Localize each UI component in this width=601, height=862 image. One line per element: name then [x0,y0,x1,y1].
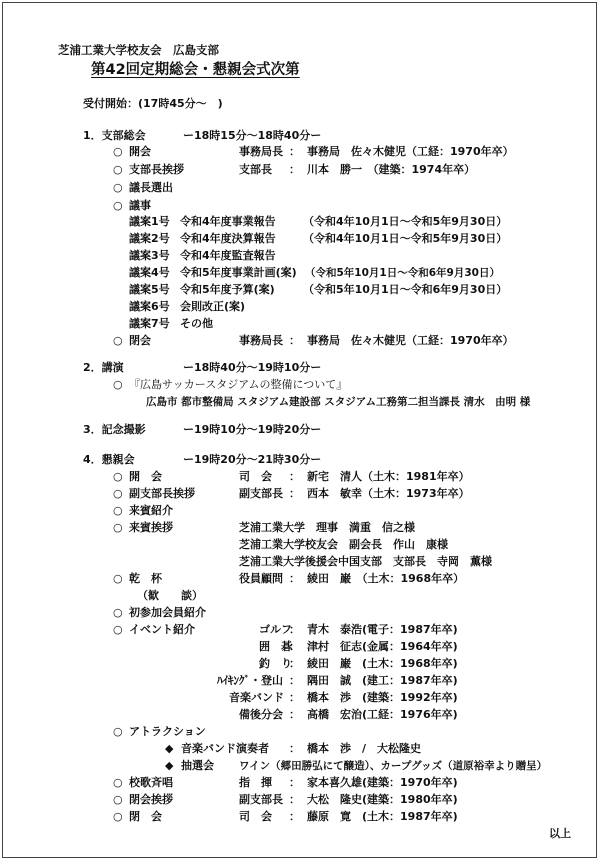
s1-open-row [113,145,151,159]
guest-name: 芝浦工業大学校友会 副会長 作山 康様 [239,538,448,551]
s4-toast-role: 役員顧問 [239,572,283,585]
s4-closing-greet-detail: 大松 隆史(建築：1980年卒) [307,793,458,806]
agenda-item-text: 令和4年度事業報告 [180,215,276,228]
s4-song-sep: ： [289,776,300,789]
s4-open-row [113,470,162,484]
s4-closing-greet-sep: ： [289,793,300,806]
agenda-item-text: その他 [180,317,213,330]
event-detail: 津村 征志(金属：1964年卒) [307,640,458,653]
end-mark: 以上 [549,827,571,840]
s4-open-role: 司 会 [239,470,272,483]
s4-toast-row [113,572,162,586]
s4-first-row [113,606,206,620]
s4-toast-sep: ： [289,572,300,585]
event-sep: ： [289,691,300,704]
agenda-item-no: 議案4号 [129,266,170,279]
section-4-heading: 4．懇親会 [83,453,135,466]
s4-close-role: 司 会 [239,810,272,823]
s1-chair-row [113,181,173,195]
section-4-time: ー19時20分～21時30分ー [183,453,322,466]
circle-bullet-icon: ○ [113,623,123,636]
s1-open-sep: ： [289,145,300,158]
s4-song-detail: 家本喜久雄(建築：1970年卒) [307,776,458,789]
section-2-heading: 2．講演 [83,361,124,374]
circle-bullet-icon: ○ [113,145,123,158]
circle-bullet-icon: ○ [113,572,123,585]
attraction-item-label: 抽選会 [181,759,214,772]
section-1-heading: 1．支部総会 [83,129,146,142]
s1-greet-detail: 川本 勝一 （建築：1974年卒） [307,163,476,176]
agenda-item-text: 令和4年度監査報告 [180,249,276,262]
agenda-item-no: 議案5号 [129,283,170,296]
agenda-item-no: 議案1号 [129,215,170,228]
s1-greet-role: 支部長 [239,163,272,176]
s1-close-sep: ： [289,334,300,347]
s4-chat: （歓 談） [137,589,203,602]
agenda-item-no: 議案7号 [129,317,170,330]
s4-closing-greet-role: 副支部長 [239,793,283,806]
agenda-item-period: （令和4年10月1日～令和5年9月30日） [303,215,508,228]
lecture-title: 『広島サッカースタジアムの整備について』 [129,378,348,391]
attraction-item-label: 音楽バンド演奏者 [181,742,269,755]
section-2-time: ー18時40分～19時10分ー [183,361,322,374]
s4-attraction-row [113,725,206,739]
lecture-title-row [113,378,347,392]
document-page [2,2,597,858]
event-detail: 橋本 渉 (建築：1992年卒) [307,691,458,704]
event-detail: 高橋 宏治(工経：1976年卒) [307,708,458,721]
event-name: ﾊｲｷﾝｸﾞ・登山 [217,674,283,687]
s1-chair-label: 議長選出 [129,181,173,194]
s1-close-detail: 事務局 佐々木健児（工経：1970年卒） [307,334,514,347]
s4-close-detail: 藤原 寛 (土木：1987年卒) [307,810,458,823]
s4-vice-label: 副支部長挨拶 [129,487,195,500]
s1-open-role: 事務局長 [239,145,283,158]
s4-closing-greet-row [113,793,173,807]
document-title: 第42回定期総会・懇親会式次第 [91,62,300,78]
event-sep: ： [289,657,300,670]
agenda-item-text: 令和5年度事業計画(案) [180,266,297,279]
s4-guests-greet-label: 来賓挨拶 [129,521,173,534]
s4-close-sep: ： [289,810,300,823]
agenda-item-period: （令和5年10月1日～令和6年9月30日） [303,283,508,296]
circle-bullet-icon: ○ [113,776,123,789]
event-detail: 青木 泰浩(電子：1987年卒) [307,623,458,636]
reception-time: 受付開始：(17時45分～ ) [83,97,223,110]
s4-vice-role: 副支部長 [239,487,283,500]
agenda-item-no: 議案6号 [129,300,170,313]
s1-close-label: 閉会 [129,334,151,347]
agenda-item-text: 会則改正(案) [180,300,246,313]
s4-event-row [113,623,195,637]
circle-bullet-icon: ○ [113,504,123,517]
agenda-item-no: 議案2号 [129,232,170,245]
circle-bullet-icon: ○ [113,334,123,347]
s4-closing-greet-label: 閉会挨拶 [129,793,173,806]
s1-close-role: 事務局長 [239,334,283,347]
s1-agenda-label: 議事 [129,199,151,212]
lecture-speaker: 広島市 都市整備局 スタジアム建設部 スタジアム工務第二担当課長 清水 由明 様 [146,396,531,408]
s1-greet-sep: ： [289,163,300,176]
s4-toast-label: 乾 杯 [129,572,162,585]
circle-bullet-icon: ○ [113,793,123,806]
guest-name: 芝浦工業大学 理事 満重 信之様 [239,521,415,534]
s4-close-label: 閉 会 [129,810,162,823]
event-detail: 隅田 誠 (建工：1987年卒) [307,674,458,687]
agenda-item-period: （令和5年10月1日～令和6年9月30日） [305,267,500,279]
s4-song-role: 指 揮 [239,776,272,789]
s4-guests-intro-label: 来賓紹介 [129,504,173,517]
event-sep: ： [289,623,300,636]
circle-bullet-icon: ○ [113,487,123,500]
section-1-time: ー18時15分～18時40分ー [183,129,322,142]
section-3-time: ー19時10分～19時20分ー [183,423,322,436]
s4-attraction-label: アトラクション [129,725,206,738]
diamond-bullet-icon: ◆ [165,742,174,755]
s4-event-label: イベント紹介 [129,623,195,636]
s4-open-label: 開 会 [129,470,162,483]
s4-first-label: 初参加会員紹介 [129,606,206,619]
event-detail: 綾田 巌 (土木：1968年卒) [307,657,458,670]
s4-vice-sep: ： [289,487,300,500]
s1-open-label: 開会 [129,145,151,158]
circle-bullet-icon: ○ [113,470,123,483]
s4-open-sep: ： [289,470,300,483]
attraction-item-sep: ： [289,742,300,755]
agenda-item-text: 令和5年度予算(案) [180,283,275,296]
event-sep: ： [289,708,300,721]
agenda-item-no: 議案3号 [129,249,170,262]
s4-toast-detail: 綾田 巌 （土木：1968年卒） [307,572,465,585]
circle-bullet-icon: ○ [113,521,123,534]
s4-song-row [113,776,173,790]
circle-bullet-icon: ○ [113,606,123,619]
s1-greet-row [113,163,184,177]
org-name: 芝浦工業大学校友会 広島支部 [58,43,219,57]
s4-guests-intro-row [113,504,173,518]
s4-open-detail: 新宅 清人（土木：1981年卒） [307,470,470,483]
event-name: 囲 碁 [259,640,292,653]
event-name: 音楽バンド [229,691,284,704]
s4-song-label: 校歌斉唱 [129,776,173,789]
circle-bullet-icon: ○ [113,378,123,391]
agenda-item-period: （令和4年10月1日～令和5年9月30日） [303,232,508,245]
attraction-item-row [165,742,269,756]
circle-bullet-icon: ○ [113,181,123,194]
s4-close-row [113,810,162,824]
attraction-item-row [165,759,214,773]
circle-bullet-icon: ○ [113,163,123,176]
s4-vice-row [113,487,195,501]
s1-greet-label: 支部長挨拶 [129,163,184,176]
section-3-heading: 3．記念撮影 [83,423,146,436]
event-name: 釣 り [259,657,292,670]
circle-bullet-icon: ○ [113,725,123,738]
s1-open-detail: 事務局 佐々木健児（工経：1970年卒） [307,145,514,158]
diamond-bullet-icon: ◆ [165,759,174,772]
event-name: 備後分会 [239,708,283,721]
s1-close-row [113,334,151,348]
event-sep: ： [289,640,300,653]
s1-agenda-row [113,199,151,213]
circle-bullet-icon: ○ [113,810,123,823]
event-name: ゴルフ [259,623,292,636]
event-sep: ： [289,674,300,687]
s4-guests-greet-row [113,521,173,535]
circle-bullet-icon: ○ [113,199,123,212]
s4-vice-detail: 西本 敏幸（土木：1973年卒） [307,487,470,500]
attraction-item-detail: 橋本 渉 / 大松隆史 [307,742,422,755]
agenda-item-text: 令和4年度決算報告 [180,232,276,245]
guest-name: 芝浦工業大学後援会中国支部 支部長 寺岡 薫様 [239,555,492,568]
attraction-item-detail: ワイン（郷田勝弘にて醸造）、カープグッズ（道原裕幸より贈呈） [239,760,548,772]
